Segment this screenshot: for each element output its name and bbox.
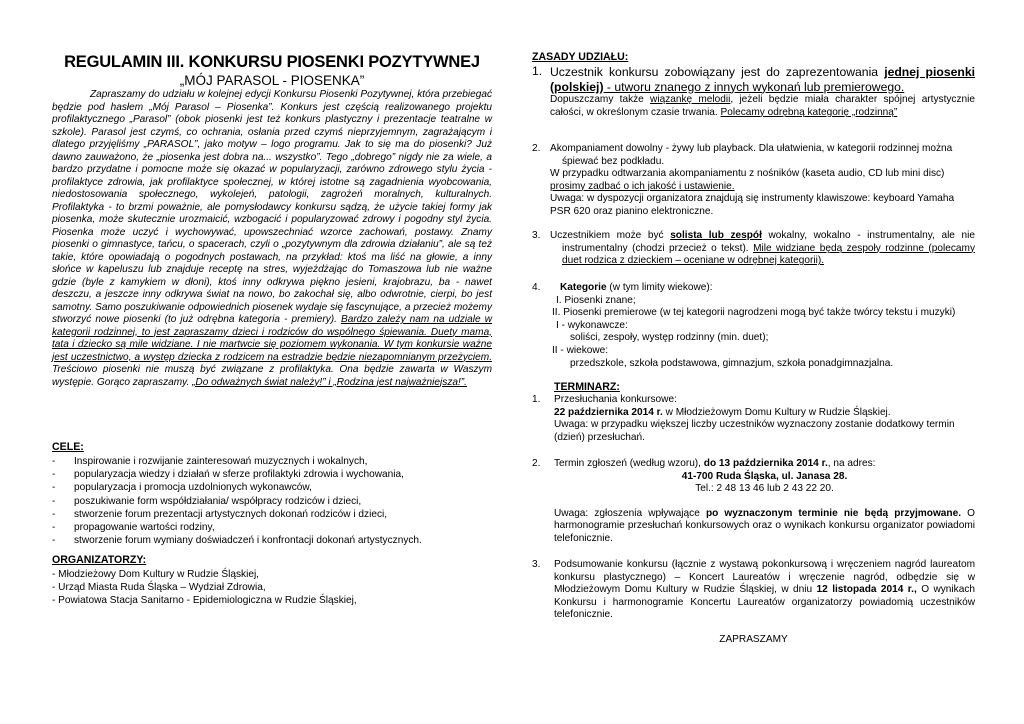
summary-notice: O wynikach Konkursu i harmonogramie Koncertu Laureatów organizatorzy powiadomią uczestników telefonicznie.: [554, 584, 975, 621]
summary-text: Podsumowanie konkursu (łącznie z wystawą pokonkursową i wręczeniem nagród laureatom konkursu plastycznego) – Koncert Laureatów i wręczenie nagród, odbędzie się w Młodzieżowym Domu Kultury w Rudzie Śląskiej, w dniu: [554, 559, 975, 596]
late-entries-rejected: po wyznaczonym terminie nie będą przyjmowane.: [705, 507, 962, 519]
rule-2-quality-note: prosimy zadbać o ich jakość i ustawienie.: [550, 180, 735, 192]
rule-4-line: I - wykonawcze:: [556, 319, 628, 331]
rule-4-heading: [560, 282, 975, 295]
rule-3-soloist-or-group: solista lub zespół: [670, 230, 762, 241]
goal-item: - Inspirowanie i rozwijanie zainteresowań muzycznych i wokalnych,: [52, 455, 492, 468]
deadline-address-label: , na adres:: [827, 458, 876, 469]
schedule-1-note: Uwaga: w przypadku większej liczby uczestników wyznaczony zostanie dodatkowy termin (dzień) przesłuchań.: [554, 419, 955, 443]
rule-4-number: 4.: [532, 282, 541, 293]
schedule-3-number: 3.: [532, 559, 541, 570]
intro-paragraph: [52, 89, 492, 389]
rule-3-text: [550, 230, 975, 268]
rule-4-age-limits: (w tym limity wiekowe):: [606, 282, 713, 293]
organizer-phone: Tel.: 2 48 13 46 lub 2 43 22 20.: [695, 483, 834, 495]
rule-1-medley-text: Dopuszczamy także: [550, 94, 651, 106]
schedule-2-note: [554, 508, 975, 546]
closing-invitation: ZAPRASZAMY: [719, 634, 788, 645]
organizer-address: 41-700 Ruda Śląska, ul. Janasa 28.: [681, 470, 848, 482]
deadline-text: Termin zgłoszeń (według wzoru),: [554, 458, 704, 469]
intro-text-continued: Treściowo piosenki nie muszą być związane z profilaktyka. Ona będzie zawarta w Waszym występie. Gorąco zapraszamy.: [52, 364, 492, 388]
organizer-item: - Powiatowa Stacja Sanitarno - Epidemiologiczna w Rudzie Śląskiej,: [52, 595, 357, 607]
rule-3-family-groups: Mile widziane będą zespoły rodzinne (polecamy duet rodzica z dzieckiem – oceniane w odrębnej kategorii).: [562, 242, 975, 267]
rule-2-number: 2.: [532, 143, 541, 154]
intro-closing-slogan: „Do odważnych świat należy!” i „Rodzina jest najważniejsza!”.: [192, 376, 467, 388]
schedule-1-number: 1.: [532, 394, 541, 405]
rule-4-line: I. Piosenki znane;: [556, 294, 636, 306]
rule-1-number: 1.: [532, 64, 543, 78]
rule-2-instruments: Uwaga: w dyspozycji organizatora znajdują się instrumenty klawiszowe: keyboard Yamaha PSR 620 oraz pianino elektroniczne.: [550, 193, 955, 217]
rule-1-main: [550, 65, 975, 94]
concert-date: 12 listopada 2014 r.,: [816, 584, 917, 596]
organizers-heading: ORGANIZATORZY:: [52, 554, 147, 566]
goal-item: - poszukiwanie form współdziałania/ współpracy rodziców i dzieci,: [52, 495, 492, 508]
rule-4-line: II. Piosenki premierowe (w tej kategorii nagrodzeni mogą być także twórcy tekstu i muzyki): [552, 307, 956, 319]
results-notice: O harmonogramie przesłuchań konkursowych oraz o wynikach konkursu organizator powiadomi telefonicznie.: [554, 507, 976, 544]
goals-heading: CELE:: [52, 441, 84, 453]
goal-item: - popularyzacja i promocja uzdolnionych wykonawców,: [52, 481, 492, 494]
rule-1-family-category: Polecamy odrębną kategorię „rodzinną”: [720, 106, 898, 118]
document-subtitle: „MÓJ PARASOL - PIOSENKA”: [179, 73, 365, 88]
organizer-item: - Młodzieżowy Dom Kultury w Rudzie Śląskiej,: [52, 569, 259, 580]
rule-1-text: Uczestnik konkursu zobowiązany jest do zaprezentowania: [550, 65, 885, 79]
schedule-2-deadline: [554, 458, 975, 471]
rule-1-medley: wiązankę melodii: [650, 94, 731, 106]
rule-4-line: soliści, zespoły, występ rodzinny (min. duet);: [570, 332, 769, 344]
rule-2: [532, 143, 975, 219]
rule-1-one-song: jednej piosenki (polskiej): [550, 65, 975, 94]
rule-1: [532, 65, 975, 119]
schedule-2-number: 2.: [532, 458, 541, 469]
intro-text: Zapraszamy do udziału w kolejnej edycji Konkursu Piosenki Pozytywnej, która przebiegać będzie pod hasłem „Mój Parasol – Piosenka”. Konkurs jest częścią realizowanego projektu profilaktycznego „Parasol” (obok piosenki jest też konkurs plastyczny i prezentacje teatralne w szkole). Parasol jest czymś, co ochrania, osłania przed czymś nieprzyjemnym, zagrażającym i dlatego przyjęliśmy „PARASOL”, jako motyw – logo programu. Jak to się ma do piosenki? Już dawno zauważono, że „piosenka jest dobra na... wszystko”. Tego „dobrego” nigdy nie za wiele, a bardzo przydatne i pomocne może się okazać w popularyzacji, zarówno zdrowego stylu życia - profilaktyce zdrowia, jak profilaktyce społecznej, w której istotne są zagadnienia wyobcowania, niedostosowania społecznego, wykolejeń, patologii, zagrożeń moralnych, kulturalnych. Profilaktyka - to brzmi poważnie, ale pomysłodawcy konkursu sądzą, że użycie takiej formy jak piosenka, może skutecznie urozmaicić, wzbogacić i popularyzować zdrowy i pogodny styl życia. Piosenka może uczyć i wychowywać, upowszechniać wzorce zachowań, postawy. Znamy piosenki o gimnastyce, tańcu, o spacerach, czyli o „pozytywnym dla zdrowia działaniu”, ale są też takie, które opowiadają o pogodnych postawach, na przykład: ktoś ma liść na głowie, a inny słońce w kapeluszu lub znajduje receptę na stres, wyjeżdżając do Tomaszowa lub nie ważne gdzie (byle z kamykiem w dłoni), ktoś inny odkrywa piękno jesieni, krajobrazu, ba - nawet deszczu, a jeszcze inny odkrywa świat na nowo, bo zakochał się, albo odwrotnie, cierpi, bo jest samotny. Samo poszukiwanie odpowiednich piosenek wydaje się fascynujące, a przecież możemy stworzyć nowe piosenki (to już odrębna kategoria - premiery).: [52, 89, 492, 325]
schedule-3: [532, 559, 975, 622]
goals-list: [52, 455, 492, 547]
rule-3-intro: Uczestnikiem może być: [550, 230, 671, 241]
goal-item: - stworzenie forum prezentacji artystycznych dokonań rodziców i dzieci,: [52, 508, 492, 521]
schedule-1: [532, 394, 975, 444]
organizer-item: - Urząd Miasta Ruda Śląska – Wydział Zdrowia,: [52, 582, 266, 594]
organizers-list: [52, 568, 357, 608]
goal-item: - popularyzacja wiedzy i działań w sferze profilaktyki zdrowia i wychowania,: [52, 468, 492, 481]
rule-2-accompaniment: Akompaniament dowolny - żywy lub playback. Dla ułatwienia, w kategorii rodzinnej można śpiewać bez podkładu.: [550, 143, 953, 167]
late-entries-text: Uwaga: zgłoszenia wpływające: [554, 507, 706, 519]
intro-family-invitation: Bardzo zależy nam na udziale w kategorii rodzinnej, to jest zapraszamy dzieci i rodziców do wspólnego śpiewania. Duety mama, tata i dziecko są mile widziane. I nie martwcie się poziomem wykonania. W tym konkursie ważne jest uczestnictwo, a występ dziecka z rodzicem na estradzie będzie niezapomnianym przeżyciem.: [52, 314, 492, 363]
schedule-2: [532, 458, 975, 546]
audition-venue: w Młodzieżowym Domu Kultury w Rudzie Śląskiej.: [662, 406, 891, 418]
rule-4-categories: Kategorie: [560, 282, 607, 293]
document-title: REGULAMIN III. KONKURSU PIOSENKI POZYTYWNEJ: [64, 53, 480, 71]
rule-3: [532, 230, 975, 268]
deadline-date: do 13 października 2014 r.: [703, 458, 828, 469]
rule-1-song-origin: - utworu znanego z innych wykonań lub premierowego.: [603, 79, 905, 94]
rule-1-details: [550, 94, 975, 119]
schedule-3-summary: [554, 559, 975, 622]
rule-2-media: [550, 168, 975, 193]
schedule-1-date: [554, 407, 975, 420]
rule-4: [532, 282, 975, 370]
rule-3-group-types: wokalny, wokalno - instrumentalny, ale nie instrumentalny (chodzi przecież o tekst).: [562, 230, 975, 254]
goal-item: - propagowanie wartości rodziny,: [52, 521, 492, 534]
rule-4-line: II - wiekowe:: [552, 344, 609, 356]
rules-heading: ZASADY UDZIAŁU:: [532, 51, 629, 63]
goal-item: - stworzenie forum wymiany doświadczeń i konfrontacji dokonań artystycznych.: [52, 534, 492, 547]
rule-3-number: 3.: [532, 230, 541, 241]
audition-date: 22 października 2014 r.: [554, 406, 663, 418]
rule-2-media-text: W przypadku odtwarzania akompaniamentu z nośników (kaseta audio, CD lub mini disc): [550, 168, 945, 180]
rule-1-duration-text: , jeżeli będzie miała charakter spójnej artystycznie całości, w określonym czasie trwania.: [550, 94, 975, 118]
rule-4-line: przedszkole, szkoła podstawowa, gimnazjum, szkoła ponadgimnazjalna.: [570, 357, 894, 369]
schedule-heading: TERMINARZ:: [554, 381, 620, 393]
schedule-1-auditions: Przesłuchania konkursowe:: [554, 394, 677, 405]
